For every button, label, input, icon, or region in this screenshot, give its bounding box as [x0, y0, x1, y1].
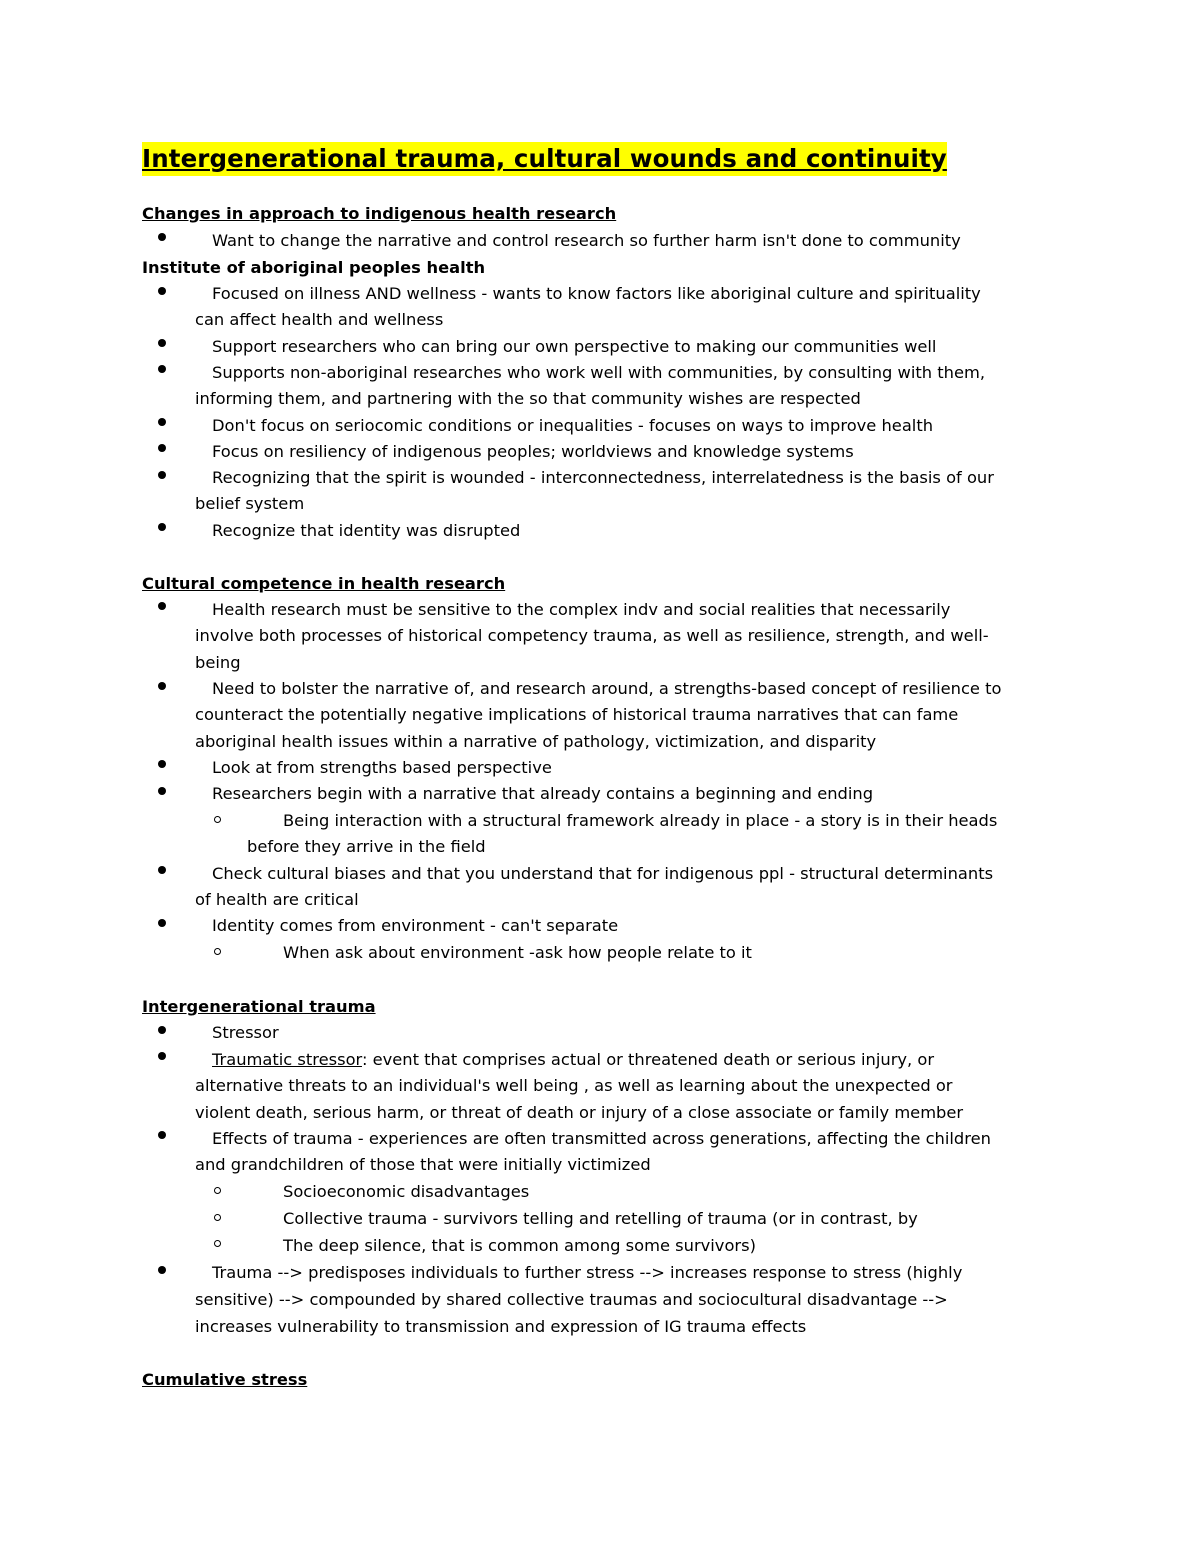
list-item: Look at from strengths based perspective [212, 758, 552, 777]
list-item: Focused on illness AND wellness - wants to know factors like aboriginal culture and spirituality [212, 284, 981, 303]
bullet-icon [158, 444, 166, 452]
section-heading-cumulative: Cumulative stress [142, 1370, 308, 1389]
list-item: Recognizing that the spirit is wounded - interconnectedness, interrelatedness is the basis of our [212, 468, 994, 487]
section-heading-institute: Institute of aboriginal peoples health [142, 258, 486, 277]
bullet-icon [158, 787, 166, 795]
sub-bullet-icon [214, 816, 221, 823]
sub-list-item: Collective trauma - survivors telling and retelling of trauma (or in contrast, by [283, 1209, 918, 1228]
list-item-continuation: sensitive) --> compounded by shared collective traumas and sociocultural disadvantage --> [195, 1290, 948, 1309]
list-item-continuation: increases vulnerability to transmission and expression of IG trauma effects [195, 1317, 807, 1336]
list-item: Need to bolster the narrative of, and research around, a strengths-based concept of resilience to [212, 679, 1002, 698]
bullet-icon [158, 602, 166, 610]
list-item-continuation: belief system [195, 494, 305, 513]
document-title: Intergenerational trauma, cultural wounds and continuity [142, 142, 947, 176]
sub-list-item-continuation: before they arrive in the field [247, 837, 486, 856]
list-item-continuation: counteract the potentially negative implications of historical trauma narratives that can fame [195, 705, 959, 724]
list-item: Health research must be sensitive to the complex indv and social realities that necessarily [212, 600, 951, 619]
bullet-icon [158, 233, 166, 241]
bullet-icon [158, 866, 166, 874]
list-item: Support researchers who can bring our own perspective to making our communities well [212, 337, 937, 356]
bullet-icon [158, 1052, 166, 1060]
sub-bullet-icon [214, 1240, 221, 1247]
list-item: Supports non-aboriginal researches who work well with communities, by consulting with them, [212, 363, 986, 382]
bullet-icon [158, 760, 166, 768]
list-item-continuation: alternative threats to an individual's well being , as well as learning about the unexpected or [195, 1076, 953, 1095]
list-item: Want to change the narrative and control research so further harm isn't done to community [212, 231, 961, 250]
list-item: Recognize that identity was disrupted [212, 521, 521, 540]
list-item-continuation: being [195, 653, 241, 672]
sub-list-item: The deep silence, that is common among some survivors) [283, 1236, 756, 1255]
list-item-continuation: of health are critical [195, 890, 359, 909]
definition-text: : event that comprises actual or threatened death or serious injury, or [361, 1050, 935, 1069]
list-item-continuation: informing them, and partnering with the so that community wishes are respected [195, 389, 861, 408]
bullet-icon [158, 523, 166, 531]
bullet-icon [158, 339, 166, 347]
section-heading-cultural: Cultural competence in health research [142, 574, 506, 593]
bullet-icon [158, 1026, 166, 1034]
bullet-icon [158, 418, 166, 426]
list-item: Effects of trauma - experiences are often transmitted across generations, affecting the children [212, 1129, 991, 1148]
section-heading-intergenerational: Intergenerational trauma [142, 997, 376, 1016]
sub-list-item: When ask about environment -ask how people relate to it [283, 943, 752, 962]
list-item-continuation: and grandchildren of those that were initially victimized [195, 1155, 651, 1174]
sub-bullet-icon [214, 1214, 221, 1221]
list-item: Don't focus on seriocomic conditions or inequalities - focuses on ways to improve health [212, 416, 934, 435]
term-traumatic-stressor: Traumatic stressor [212, 1050, 362, 1069]
bullet-icon [158, 365, 166, 373]
list-item: Stressor [212, 1023, 279, 1042]
list-item: Focus on resiliency of indigenous peoples; worldviews and knowledge systems [212, 442, 854, 461]
list-item: Check cultural biases and that you understand that for indigenous ppl - structural determinants [212, 864, 994, 883]
bullet-icon [158, 682, 166, 690]
list-item-continuation: can affect health and wellness [195, 310, 444, 329]
list-item-continuation: involve both processes of historical competency trauma, as well as resilience, strength, and well- [195, 626, 989, 645]
bullet-icon [158, 1266, 166, 1274]
list-item [212, 1050, 934, 1070]
sub-bullet-icon [214, 948, 221, 955]
bullet-icon [158, 471, 166, 479]
section-heading-changes: Changes in approach to indigenous health research [142, 204, 617, 223]
list-item-continuation: aboriginal health issues within a narrative of pathology, victimization, and disparity [195, 732, 877, 751]
list-item: Trauma --> predisposes individuals to further stress --> increases response to stress (highly [212, 1263, 963, 1282]
sub-bullet-icon [214, 1187, 221, 1194]
bullet-icon [158, 1131, 166, 1139]
bullet-icon [158, 287, 166, 295]
sub-list-item: Socioeconomic disadvantages [283, 1182, 530, 1201]
bullet-icon [158, 919, 166, 927]
list-item: Researchers begin with a narrative that already contains a beginning and ending [212, 784, 874, 803]
list-item: Identity comes from environment - can't separate [212, 916, 619, 935]
list-item-continuation: violent death, serious harm, or threat of death or injury of a close associate or family member [195, 1103, 964, 1122]
sub-list-item: Being interaction with a structural framework already in place - a story is in their heads [283, 811, 998, 830]
